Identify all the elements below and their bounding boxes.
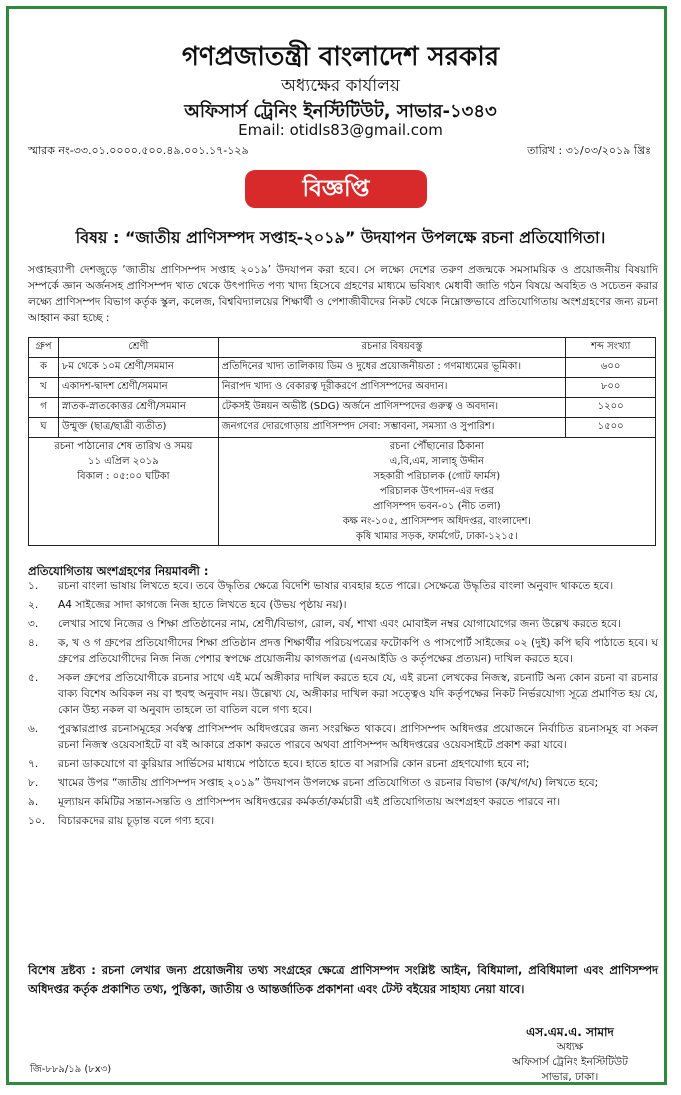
address-line: কক্ষ নং-১০৫, প্রাণিসম্পদ অধিদপ্তর, বাংলাদেশ। <box>342 516 531 527</box>
address-line: কৃষি খামার সড়ক, ফার্মগেট, ঢাকা-১২১৫। <box>355 531 518 542</box>
signatory-org: অফিসার্স ট্রেনিং ইনস্টিটিউট <box>512 1056 628 1068</box>
address-cell <box>218 438 655 546</box>
rule-text: পুরস্কারপ্রাপ্ত রচনাসমূহের সর্বস্বত্ব প্রাণিসম্পদ অধিদপ্তরের জন্য সংরক্ষিত থাকবে। প্রাণিসম্পদ অধিদপ্তর প্রয়োজনে নির্বাচিত রচনাসমূহ বা সকল রচনা নিজস্ব ওয়েবসাইটে বা বই আকারে প্রকাশ করতে পারবে অথবা প্রাণিসম্পদ অধিদপ্তরের ওয়েবসাইটে প্রকাশ করা যাবে। <box>58 723 658 751</box>
header-class: শ্রেণী <box>58 338 218 358</box>
table-row <box>29 418 656 438</box>
signatory-name: এস.এম.এ. সামাদ <box>526 1025 614 1039</box>
government-title: গণপ্রজাতন্ত্রী বাংলাদেশ সরকার <box>181 42 500 72</box>
rule-item <box>28 670 658 718</box>
deadline-time: বিকাল : ০৫:০০ ঘটিকা <box>77 471 170 482</box>
address-label: রচনা পৌঁছানোর ঠিকানা <box>389 441 484 452</box>
rule-number: ১. <box>28 580 39 592</box>
table-header-row <box>29 338 656 358</box>
rule-number: ৬. <box>28 723 39 735</box>
rule-item <box>28 635 658 667</box>
class-cell: স্নাতক-স্নাতকোত্তর শ্রেণী/সমমান <box>58 398 218 418</box>
topic-cell: প্রতিদিনের খাদ্য তালিকায় ডিম ও দুধের প্রয়োজনীয়তা : গণমাধ্যমের ভূমিকা। <box>218 358 566 378</box>
header-topic: রচনার বিষয়বস্তু <box>218 338 566 358</box>
rule-text: খামের উপর “জাতীয় প্রাণিসম্পদ সপ্তাহ ২০১৯” উদযাপন উপলক্ষে রচনা প্রতিযোগিতা ও রচনার বিভাগ (ক/খ/গ/ঘ) লিখতে হবে; <box>58 777 599 789</box>
rule-text: রচনা বাংলা ভাষায় লিখতে হবে। তবে উদ্ধৃতির ক্ষেত্রে বিদেশি ভাষার ব্যবহার হতে পারে। সেক্ষেত্রে উদ্ধৃতির বাংলা অনুবাদ থাকতে হবে। <box>58 580 614 592</box>
rule-text: লেখার সাথে নিজের ও শিক্ষা প্রতিষ্ঠানের নাম, শ্রেণী/বিভাগ, রোল, বর্ষ, শাখা এবং মোবাইল নম্বর যোগাযোগের জন্য উল্লেখ করতে হবে। <box>58 618 621 630</box>
intro-paragraph: সপ্তাহব্যাপী দেশজুড়ে ‘জাতীয় প্রাণিসম্পদ সপ্তাহ ২০১৯’ উদযাপন করা হবে। সে লক্ষ্যে দেশের তরুণ প্রজন্মকে সমসাময়িক ও প্রয়োজনীয় বিষয়াদি সম্পর্কে জ্ঞান অর্জনসহ প্রাণিসম্পদ খাত থেকে উৎপাদিত পণ্য খাদ্য হিসেবে গ্রহণের মাধ্যমে ভবিষ্যৎ মেধাবী জাতি গঠন বিষয়ে অবহিত ও সচেতন করার লক্ষ্যে প্রাণিসম্পদ বিভাগ কর্তৃক স্কুল, কলেজ, বিশ্ববিদ্যালয়ের শিক্ষার্থী ও পেশাজীবীদের নিকট থেকে নিম্নোক্তভাবে প্রতিযোগিতায় অংশগ্রহণের জন্য রচনা আহ্বান করা হচ্ছে : <box>28 264 658 324</box>
notice-date: তারিখ : ৩১/০৩/২০১৯ খ্রিঃ <box>527 144 651 157</box>
address-line: প্রাণিসম্পদ ভবন-০১ (নীচ তলা) <box>372 501 501 512</box>
notice-badge: বিজ্ঞপ্তি <box>245 170 427 208</box>
rules-list <box>28 578 658 832</box>
table-row <box>29 398 656 418</box>
signatory-title: অধ্যক্ষ <box>556 1041 584 1053</box>
header-group: গ্রুপ <box>29 338 59 358</box>
words-cell: ৮০০ <box>566 378 656 398</box>
topic-cell: টেকসই উন্নয়ন অভীষ্ট (SDG) অর্জনে প্রাণিসম্পদের গুরুত্ব ও অবদান। <box>218 398 566 418</box>
class-cell: উন্মুক্ত (ছাত্র/ছাত্রী ব্যতীত) <box>58 418 218 438</box>
rule-number: ৯. <box>28 796 39 808</box>
rule-item <box>28 775 658 791</box>
subject-line: বিষয় : “জাতীয় প্রাণিসম্পদ সপ্তাহ-২০১৯” উদযাপন উপলক্ষে রচনা প্রতিযোগিতা। <box>75 228 606 247</box>
rules-title: প্রতিযোগিতায় অংশগ্রহণের নিয়মাবলী : <box>28 564 209 578</box>
institute-name: অফিসার্স ট্রেনিং ইনস্টিটিউট, সাভার-১৩৪৩ <box>184 101 497 122</box>
rule-item <box>28 597 658 613</box>
words-cell: ৬০০ <box>566 358 656 378</box>
address-line: পরিচালক উৎপাদন-এর দপ্তর <box>379 486 494 497</box>
deadline-label: রচনা পাঠানোর শেষ তারিখ ও সময় <box>54 441 193 452</box>
group-cell: খ <box>29 378 59 398</box>
email-address: Email: otidls83@gmail.com <box>238 121 443 139</box>
rule-text: রচনা ডাকযোগে বা কুরিয়ার সার্ভিসের মাধ্যমে পাঠাতে হবে। হাতে হাতে বা সরাসরি কোন রচনা গ্রহণযোগ্য হবে না; <box>58 758 530 770</box>
table-row <box>29 358 656 378</box>
rule-item <box>28 813 658 829</box>
signature-block <box>480 1025 660 1085</box>
rule-number: ৭. <box>28 758 39 770</box>
group-cell: ক <box>29 358 59 378</box>
words-cell: ১৫০০ <box>566 418 656 438</box>
rule-text: বিচারকদের রায় চূড়ান্ত বলে গণ্য হবে। <box>58 815 215 827</box>
rule-number: ৪. <box>28 637 39 649</box>
rule-number: ৮. <box>28 777 39 789</box>
topic-cell: জনগণের দোরগোড়ায় প্রাণিসম্পদ সেবা: সম্ভাবনা, সমস্যা ও সুপারিশ। <box>218 418 566 438</box>
rule-text: ক, খ ও গ গ্রুপের প্রতিযোগীদের শিক্ষা প্রতিষ্ঠান প্রদত্ত শিক্ষার্থীর পরিচয়পত্রের ফটোকপি ও পাসপোর্ট সাইজের ০২ (দুই) কপি ছবি পাঠাতে হবে। ঘ গ্রুপের প্রতিযোগীদের নিজ নিজ পেশার স্বপক্ষে প্রয়োজনীয় কাগজপত্র (এনআইডি ও কর্তৃপক্ষের প্রত্যয়ন) দাখিল করতে হবে। <box>58 637 658 665</box>
rule-number: ৩. <box>28 618 39 630</box>
words-cell: ১২০০ <box>566 398 656 418</box>
special-note: বিশেষ দ্রষ্টব্য : রচনা লেখার জন্য প্রয়োজনীয় তথ্য সংগ্রহের ক্ষেত্রে প্রাণিসম্পদ সংশ্লিষ্ট আইন, বিধিমালা, প্রবিধিমালা এবং প্রাণিসম্পদ অধিদপ্তর কর্তৃক প্রকাশিত তথ্য, পুস্তিকা, জাতীয় ও আন্তর্জাতিক প্রকাশনা এবং টেস্ট বইয়ের সাহায্য নেয়া যাবে। <box>28 963 658 996</box>
rule-text: A4 সাইজের সাদা কাগজে নিজ হাতে লিখতে হবে (উভয় পৃষ্ঠায় নয়)। <box>58 599 347 611</box>
group-cell: ঘ <box>29 418 59 438</box>
group-cell: গ <box>29 398 59 418</box>
rule-text: মূল্যায়ন কমিটির সন্তান-সন্ততি ও প্রাণিসম্পদ অধিদপ্তরের কর্মকর্তা/কর্মচারী এই প্রতিযোগিতায় অংশগ্রহণ করতে পারবে না। <box>58 796 561 808</box>
rule-item <box>28 756 658 772</box>
topic-cell: নিরাপদ খাদ্য ও বেকারত্ব দূরীকরণে প্রাণিসম্পদের অবদান। <box>218 378 566 398</box>
address-line: সহকারী পরিচালক (গোট ফার্মস) <box>373 471 501 482</box>
rule-item <box>28 616 658 632</box>
publication-ref: জি-৮৮৯/১৯ (৮x৩) <box>30 1064 112 1075</box>
address-line: এ,বি,এম, সালাহ্ উদ্দীন <box>389 456 484 467</box>
memo-number: স্মারক নং-৩৩.০১.০০০০.৫০০.৪৯.০০১.১৭-১২৯ <box>28 144 249 157</box>
signatory-place: সাভার, ঢাকা। <box>541 1071 599 1083</box>
rule-number: ২. <box>28 599 39 611</box>
deadline-date: ১১ এপ্রিল ২০১৯ <box>87 456 159 467</box>
class-cell: ৮ম থেকে ১০ম শ্রেণী/সমমান <box>58 358 218 378</box>
class-cell: একাদশ-দ্বাদশ শ্রেণী/সমমান <box>58 378 218 398</box>
submission-row <box>29 438 656 546</box>
competition-table <box>28 337 656 546</box>
header-words: শব্দ সংখ্যা <box>566 338 656 358</box>
rule-number: ৫. <box>28 672 39 684</box>
rule-item <box>28 794 658 810</box>
rule-item <box>28 721 658 753</box>
deadline-cell <box>29 438 219 546</box>
table-row <box>29 378 656 398</box>
rule-text: সকল গ্রুপের প্রতিযোগীকে রচনার সাথে এই মর্মে অঙ্গীকার দাখিল করতে হবে যে, এই রচনা লেখকের নিজস্ব, রচনাটি অন্য কোন রচনা বা রচনার বাক্য বিশেষ অবিকল নয় বা হুবহু অনুবাদ নয়। উল্লেখ্য যে, অঙ্গীকার দাখিল করা সত্ত্বেও যদি কর্তৃপক্ষের নিকট নির্ভরযোগ্য সূত্রে প্রমাণিত হয় যে, কোন উহ্য নকল বা অনুবাদ তাহলে তা বাতিল বলে গণ্য হবে। <box>58 672 658 716</box>
rule-number: ১০. <box>28 815 46 827</box>
office-name: অধ্যক্ষের কার্যালয় <box>281 76 400 96</box>
rule-item <box>28 578 658 594</box>
